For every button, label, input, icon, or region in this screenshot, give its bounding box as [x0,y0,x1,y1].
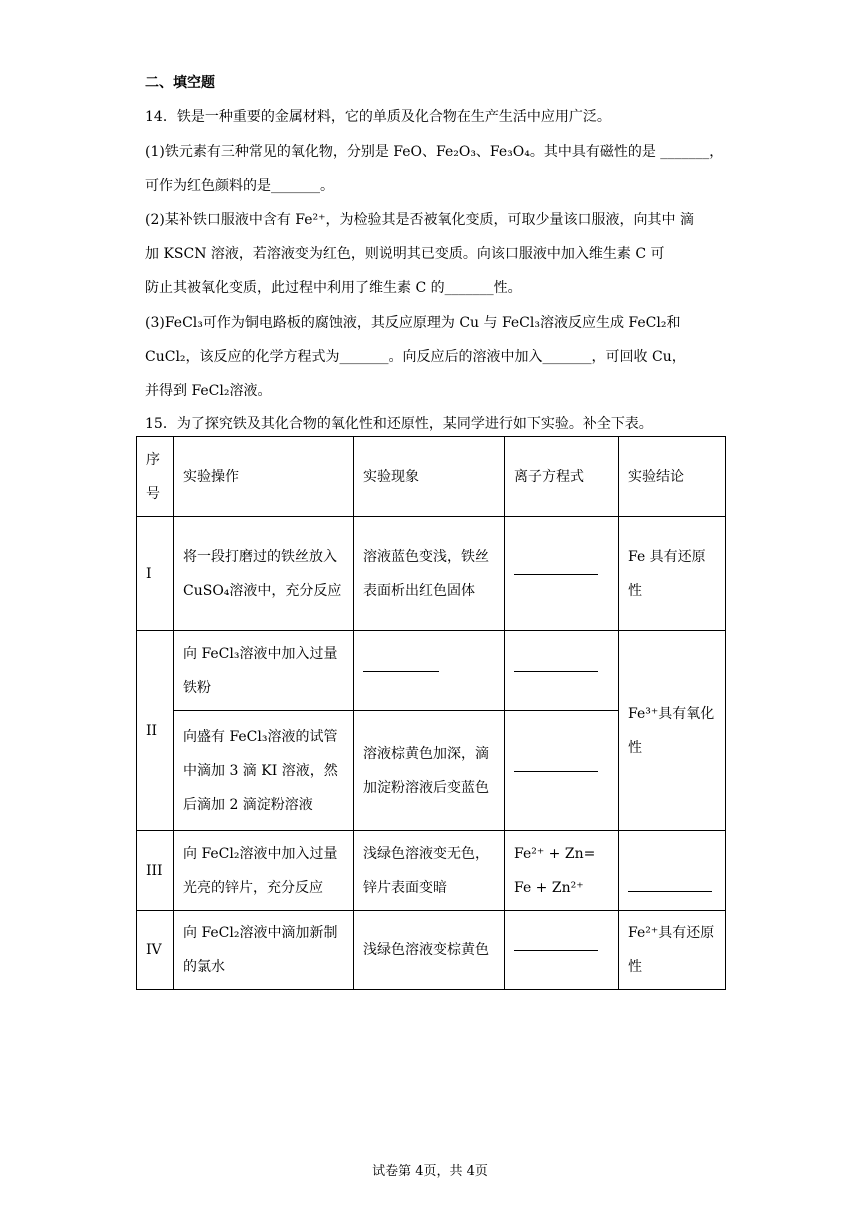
experiment-table [136,436,726,990]
answer-blank[interactable] [505,631,619,711]
q14-part1-line1: (1)铁元素有三种常见的氧化物，分别是 FeO、Fe₂O₃、Fe₃O₄。其中具有磁性的是 _______， [145,144,724,160]
row-ionic-equation: Fe²⁺ + Zn= Fe + Zn²⁺ [505,831,619,911]
row-conclusion: Fe 具有还原性 [619,517,726,631]
answer-blank[interactable] [354,631,505,711]
row-operation: 向盛有 FeCl₃溶液的试管中滴加 3 滴 KI 溶液，然后滴加 2 滴淀粉溶液 [174,711,354,831]
table-row [137,517,726,631]
row-index: I [137,517,174,631]
q14-part1-line2: 可作为红色颜料的是_______。 [145,178,334,194]
row-conclusion: Fe²⁺具有还原性 [619,911,726,990]
row-index: II [137,631,174,831]
header-conclusion: 实验结论 [619,437,726,517]
section-heading: 二、填空题 [145,75,215,91]
row-phenomenon: 浅绿色溶液变无色，锌片表面变暗 [354,831,505,911]
row-phenomenon: 浅绿色溶液变棕黄色 [354,911,505,990]
row-operation: 向 FeCl₂溶液中滴加新制的氯水 [174,911,354,990]
row-conclusion: Fe³⁺具有氧化性 [619,631,726,831]
row-phenomenon: 溶液蓝色变浅，铁丝表面析出红色固体 [354,517,505,631]
page-footer: 试卷第 4页，共 4页 [372,1164,488,1179]
answer-blank[interactable] [505,711,619,831]
table-row [137,911,726,990]
row-index: IV [137,911,174,990]
row-operation: 将一段打磨过的铁丝放入 CuSO₄溶液中，充分反应 [174,517,354,631]
row-operation: 向 FeCl₂溶液中加入过量光亮的锌片，充分反应 [174,831,354,911]
q15-stem: 15．为了探究铁及其化合物的氧化性和还原性，某同学进行如下实验。补全下表。 [145,416,653,432]
row-operation: 向 FeCl₃溶液中加入过量铁粉 [174,631,354,711]
answer-blank[interactable] [505,911,619,990]
answer-blank[interactable] [505,517,619,631]
row-index: III [137,831,174,911]
q14-part2-line1: (2)某补铁口服液中含有 Fe²⁺，为检验其是否被氧化变质，可取少量该口服液，向其中 滴 [145,212,694,228]
header-operation: 实验操作 [174,437,354,517]
table-header-row [137,437,726,517]
q14-part2-line2: 加 KSCN 溶液，若溶液变为红色，则说明其已变质。向该口服液中加入维生素 C 可 [145,246,665,262]
q14-part3-line3: 并得到 FeCl₂溶液。 [145,383,272,399]
header-phenomenon: 实验现象 [354,437,505,517]
header-index: 序号 [137,437,174,517]
row-phenomenon: 溶液棕黄色加深，滴加淀粉溶液后变蓝色 [354,711,505,831]
table-row [137,831,726,911]
q14-part3-line2: CuCl₂，该反应的化学方程式为_______。向反应后的溶液中加入_______，可回收 Cu， [145,349,686,365]
q14-part2-line3: 防止其被氧化变质，此过程中利用了维生素 C 的_______性。 [145,280,522,296]
answer-blank[interactable] [619,831,726,911]
q14-stem: 14．铁是一种重要的金属材料，它的单质及化合物在生产生活中应用广泛。 [145,109,611,125]
header-ionic-equation: 离子方程式 [505,437,619,517]
table-row [137,631,726,711]
q14-part3-line1: (3)FeCl₃可作为铜电路板的腐蚀液，其反应原理为 Cu 与 FeCl₃溶液反应生成 FeCl₂和 [145,315,681,331]
